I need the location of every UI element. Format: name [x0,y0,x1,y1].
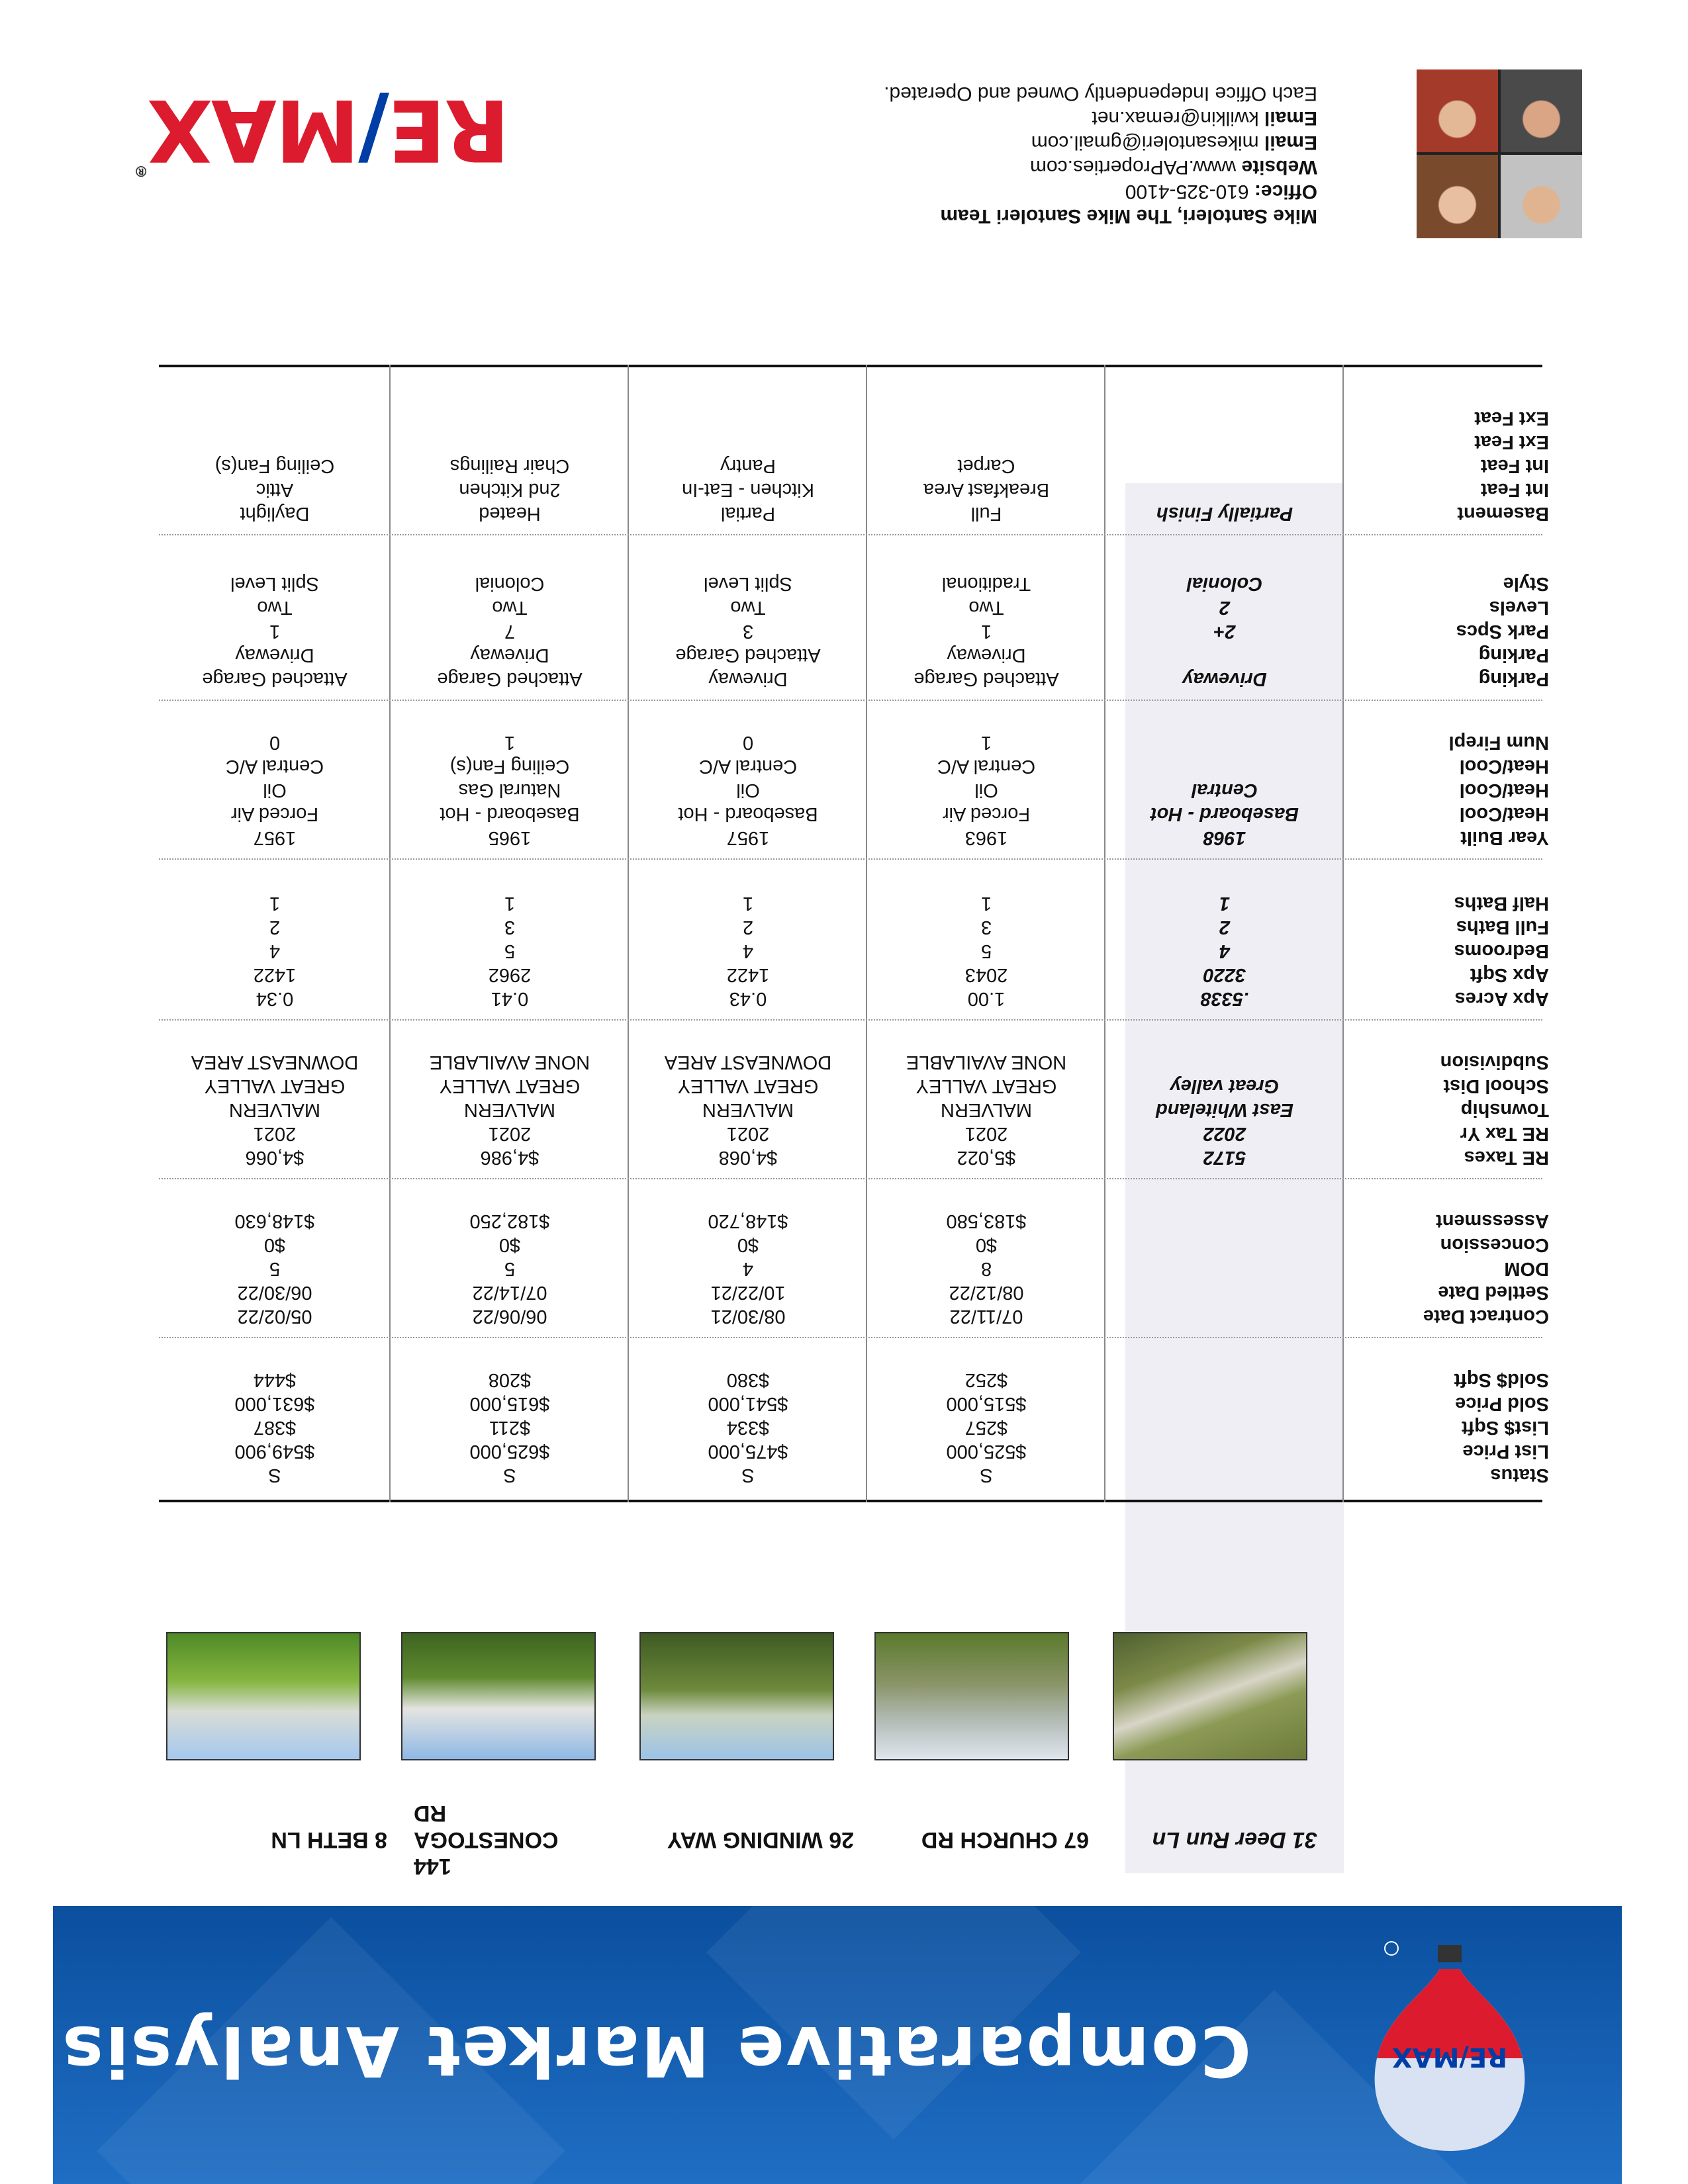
row-label: Sold$ Sqft [1454,1369,1549,1390]
table-cell: $631,000 [234,1393,315,1414]
table-cell: Baseboard - Hot [440,803,580,825]
table-cell: 1 [269,621,281,642]
table-cell: Ceiling Fan(s) [449,756,570,777]
table-cell: Attached Garage [914,668,1059,690]
table-cell: $515,000 [946,1393,1027,1414]
table-cell: $4,986 [480,1147,539,1168]
table-cell: Two [730,597,766,618]
row-label: Bedrooms [1454,940,1549,962]
table-cell: 4 [1219,940,1231,962]
balloon-brand: RE/MAX [1391,2042,1508,2072]
table-cell: Central A/C [937,756,1036,777]
table-cell: 1965 [488,827,532,848]
row-label: Full Baths [1456,917,1549,938]
office-phone: 610-325-4100 [1125,181,1249,203]
table-cell: Central [1192,780,1258,801]
table-cell: 06/30/22 [237,1282,312,1303]
property-address: 144 CONESTOGA RD [414,1801,559,1879]
table-cell: Partial [720,503,776,524]
table-cell: Forced Air [230,803,319,825]
row-label: Sold Price [1455,1393,1549,1414]
comparison-table [159,377,1549,1502]
row-label: RE Taxes [1464,1147,1549,1168]
property-photo [639,1632,834,1760]
table-cell: 3 [980,917,992,938]
table-cell: 1 [980,893,992,914]
table-cell: 2962 [488,964,532,985]
table-cell: 4 [742,940,754,962]
table-cell: Central A/C [225,756,324,777]
table-cell: $5,022 [957,1147,1016,1168]
table-cell: Central A/C [698,756,798,777]
table-cell: 8 [980,1258,992,1279]
table-cell: Traditional [941,573,1031,594]
row-label: Levels [1489,597,1549,618]
agent-name: Mike Santoleri, The Mike Santoleri Team [940,205,1317,227]
table-cell: Baseboard - Hot [1150,803,1299,825]
table-cell: 1 [1219,893,1231,914]
table-cell: $334 [726,1417,770,1438]
property-address: 31 Deer Run Ln [1152,1827,1317,1852]
table-cell: S [980,1465,993,1486]
table-cell: Oil [736,780,760,801]
table-cell: Heated [479,503,541,524]
table-cell: East Whiteland [1156,1099,1293,1120]
table-cell: 0.34 [256,988,294,1009]
table-cell: Kitchen - Eat-In [682,479,814,500]
office-label: Office: [1254,181,1317,203]
table-cell: S [503,1465,516,1486]
table-cell: Daylight [240,503,310,524]
table-cell: GREAT VALLEY [204,1075,346,1097]
table-cell: $0 [737,1234,759,1255]
property-address: 26 WINDING WAY [667,1827,854,1852]
email-label: Email [1264,107,1317,129]
hot-air-balloon-icon [1364,1939,1536,2158]
table-cell: 0.43 [729,988,767,1009]
table-cell: 7 [504,621,516,642]
table-cell: Chair Railings [449,455,570,477]
table-cell: 1957 [253,827,297,848]
table-cell: $625,000 [469,1441,550,1462]
table-cell: 2022 [1203,1123,1246,1144]
row-label: List Price [1462,1441,1549,1462]
table-cell: 1 [269,893,281,914]
website-link[interactable]: www.PAProperties.com [1029,156,1237,178]
table-cell: Partially Finish [1156,503,1293,524]
table-cell: 1968 [1203,827,1246,848]
remax-logo: RE/MAX® [135,80,510,179]
row-label: DOM [1504,1258,1549,1279]
table-cell: 07/11/22 [949,1306,1023,1327]
row-label: Int Feat [1480,455,1549,477]
row-label: Basement [1457,503,1549,524]
row-group-divider [159,1336,1542,1338]
row-group-divider [159,1019,1542,1021]
table-cell: $0 [975,1234,998,1255]
table-cell: Two [968,597,1004,618]
team-member-photo [1501,156,1582,239]
header-banner [53,1906,1622,2184]
table-cell: $541,000 [708,1393,788,1414]
table-cell: 1957 [726,827,770,848]
table-cell: NONE AVAILABLE [429,1052,590,1073]
row-group-divider [159,533,1542,535]
table-cell: $380 [726,1369,770,1390]
table-cell: 3 [504,917,516,938]
table-cell: $182,250 [469,1210,550,1232]
table-cell: $444 [253,1369,297,1390]
row-label: Int Feat [1480,479,1549,500]
row-label: Num Firepl [1448,732,1549,753]
table-cell: S [741,1465,755,1486]
table-cell: $208 [488,1369,532,1390]
table-cell: 2021 [488,1123,532,1144]
property-address: 67 CHURCH RD [921,1827,1089,1852]
row-label: Assessment [1436,1210,1549,1232]
table-cell: Attached Garage [437,668,583,690]
table-cell: $211 [489,1417,531,1438]
table-cell: 1963 [964,827,1008,848]
row-label: Township [1460,1099,1549,1120]
team-photos [1417,69,1582,238]
table-cell: Pantry [720,455,776,477]
row-label: Concession [1440,1234,1549,1255]
table-cell: $387 [253,1417,297,1438]
table-cell: MALVERN [702,1099,794,1120]
table-cell: 05/02/22 [237,1306,312,1327]
table-cell: 4 [742,1258,754,1279]
table-cell: 5172 [1203,1147,1246,1168]
table-cell: 2021 [253,1123,297,1144]
table-cell: Driveway [470,645,549,666]
row-label: Heat/Cool [1459,756,1549,777]
table-cell: Two [257,597,293,618]
row-label: Half Baths [1454,893,1549,914]
table-cell: Oil [974,780,998,801]
table-cell: Natural Gas [458,780,561,801]
row-group-divider [159,699,1542,701]
table-cell: NONE AVAILABLE [906,1052,1067,1073]
table-cell: 5 [504,1258,516,1279]
table-cell: 1422 [726,964,770,985]
table-cell: 06/06/22 [472,1306,547,1327]
table-cell: 2 [269,917,281,938]
row-label: Parking [1478,668,1549,690]
row-group-divider [159,858,1542,860]
table-cell: 5 [269,1258,281,1279]
table-cell: MALVERN [463,1099,556,1120]
team-member-photo [1417,69,1498,153]
table-cell: 0 [742,732,754,753]
table-cell: 2 [1219,597,1231,618]
table-cell: 08/12/22 [949,1282,1024,1303]
row-label: Contract Date [1423,1306,1549,1327]
table-cell: Attic [256,479,294,500]
property-photo [166,1632,361,1760]
table-cell: Colonial [1186,573,1263,594]
table-cell: 1 [504,732,516,753]
table-cell: Full [970,503,1002,524]
table-cell: $615,000 [469,1393,550,1414]
row-group-divider [159,1177,1542,1179]
property-photo [401,1632,596,1760]
table-cell: Driveway [708,668,788,690]
table-cell: 3 [742,621,754,642]
website-label: Website [1241,156,1317,178]
table-cell: GREAT VALLEY [439,1075,581,1097]
table-cell: Split Level [704,573,792,594]
table-cell: .5338 [1200,988,1249,1009]
row-label: RE Tax Yr [1460,1123,1549,1144]
table-cell: DOWNEAST AREA [664,1052,832,1073]
table-cell: $475,000 [708,1441,788,1462]
table-cell: 1 [504,893,516,914]
agent-contact-block [884,81,1317,228]
table-cell: 3220 [1203,964,1246,985]
row-label: Status [1490,1465,1549,1486]
row-label: Year Built [1460,827,1549,848]
table-cell: 2021 [964,1123,1008,1144]
table-bottom-rule [159,365,1542,367]
table-cell: Driveway [947,645,1026,666]
team-member-photo [1501,69,1582,153]
table-cell: Attached Garage [202,668,348,690]
email-link[interactable]: kwilkin@remax.net [1092,107,1259,129]
table-cell: 5 [504,940,516,962]
table-cell: Split Level [230,573,319,594]
table-cell: DOWNEAST AREA [191,1052,359,1073]
property-photo-row [0,1628,1688,1879]
table-cell: $4,066 [245,1147,305,1168]
row-label: List$ Sqft [1461,1417,1549,1438]
property-photo [874,1632,1069,1760]
table-cell: $0 [498,1234,521,1255]
row-label: Heat/Cool [1459,803,1549,825]
table-cell: 0.41 [491,988,529,1009]
table-cell: $4,068 [718,1147,778,1168]
table-cell: $148,630 [234,1210,315,1232]
email-label: Email [1264,132,1317,154]
row-label: Subdivision [1440,1052,1549,1073]
email-link[interactable]: mikesantoleri@gmail.com [1031,132,1259,154]
table-cell: Driveway [235,645,314,666]
table-cell: 2 [742,917,754,938]
table-cell: $549,900 [234,1441,315,1462]
table-cell: 2021 [726,1123,770,1144]
table-cell: 10/22/21 [710,1282,786,1303]
table-cell: Attached Garage [675,645,821,666]
table-cell: 1.00 [967,988,1006,1009]
table-cell: GREAT VALLEY [677,1075,819,1097]
row-label: Apx Sqft [1470,964,1549,985]
table-cell: Colonial [475,573,545,594]
table-cell: 1 [980,732,992,753]
row-label: School Dist [1443,1075,1549,1097]
table-cell: $257 [964,1417,1008,1438]
table-cell: 2 [1219,917,1231,938]
table-cell: GREAT VALLEY [915,1075,1057,1097]
table-cell: $0 [263,1234,286,1255]
table-cell: 1 [742,893,754,914]
row-label: Apx Acres [1454,988,1549,1009]
row-label: Park Spcs [1456,621,1549,642]
row-label: Ext Feat [1474,432,1549,453]
table-cell: Breakfast Area [923,479,1050,500]
row-label: Heat/Cool [1459,780,1549,801]
table-cell: S [268,1465,281,1486]
table-cell: Great valley [1170,1075,1280,1097]
row-label: Settled Date [1438,1282,1549,1303]
table-cell: Carpet [957,455,1015,477]
table-cell: Forced Air [942,803,1031,825]
property-photo [1113,1632,1307,1760]
table-cell: Baseboard - Hot [678,803,818,825]
table-cell: 08/30/21 [710,1306,786,1327]
page-title: Comparative Market Analysis [60,2011,1251,2091]
team-member-photo [1417,156,1498,239]
table-cell: $148,720 [708,1210,788,1232]
table-top-rule [159,1500,1542,1502]
table-cell: 1 [980,621,992,642]
table-cell: $525,000 [946,1441,1027,1462]
table-cell: 2043 [964,964,1008,985]
table-cell: Two [492,597,528,618]
table-cell: MALVERN [228,1099,321,1120]
row-label: Parking [1478,645,1549,666]
table-cell: $252 [964,1369,1008,1390]
table-cell: Driveway [1182,668,1267,690]
table-cell: 2+ [1213,621,1236,642]
table-cell: $183,580 [946,1210,1027,1232]
disclaimer: Each Office Independently Owned and Operated. [884,83,1317,105]
table-cell: 5 [980,940,992,962]
table-cell: 4 [269,940,281,962]
table-cell: Ceiling Fan(s) [214,455,335,477]
row-label: Style [1503,573,1549,594]
table-cell: MALVERN [940,1099,1033,1120]
table-cell: 2nd Kitchen [459,479,561,500]
property-address: 8 BETH LN [271,1827,387,1852]
table-cell: Oil [263,780,287,801]
table-cell: 0 [269,732,281,753]
table-cell: 07/14/22 [472,1282,547,1303]
row-label: Ext Feat [1474,408,1549,429]
table-cell: 1422 [253,964,297,985]
